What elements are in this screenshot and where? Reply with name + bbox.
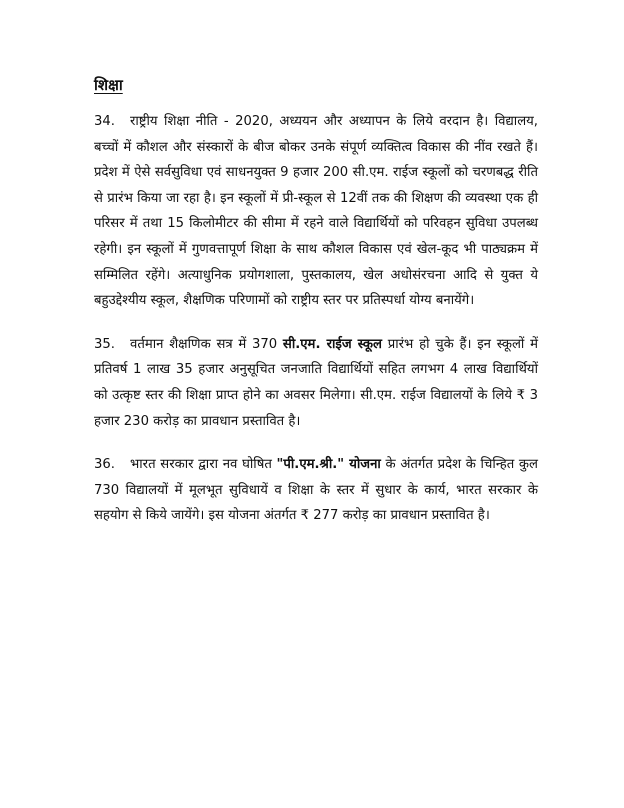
paragraph-text-before: भारत सरकार द्वारा नव घोषित [130, 457, 277, 473]
paragraph-36 [94, 452, 538, 529]
paragraph-number: 36. [94, 457, 115, 473]
paragraph-text: राष्ट्रीय शिक्षा नीति - 2020, अध्ययन और अध्यापन के लिये वरदान है। विद्यालय, बच्चों में कौशल और संस्कारों के बीज बोकर उनके संपूर्ण व्यक्तित्व विकास की नींव रखते हैं। प्रदेश में ऐसे सर्वसुविधा एवं साधनयुक्त 9 हजार 200 सी.एम. राईज स्कूलों को चरणबद्ध रीति से प्रारंभ किया जा रहा है। इन स्कूलों में प्री-स्कूल से 12वीं तक की शिक्षण की व्यवस्था एक ही परिसर में तथा 15 किलोमीटर की सीमा में रहने वाले विद्यार्थियों को परिवहन सुविधा उपलब्ध रहेगी। इन स्कूलों में गुणवत्तापूर्ण शिक्षा के साथ कौशल विकास एवं खेल-कूद भी पाठ्यक्रम में सम्मिलित रहेंगे। अत्याधुनिक प्रयोगशाला, पुस्तकालय, खेल अधोसंरचना आदि से युक्त ये बहुउद्देश्यीय स्कूल, शैक्षणिक परिणामों को राष्ट्रीय स्तर पर प्रतिस्पर्धा योग्य बनायेंगे। [94, 114, 538, 309]
paragraph-number: 34. [94, 114, 115, 129]
paragraph-34 [94, 109, 538, 314]
paragraph-text-before: वर्तमान शैक्षणिक सत्र में 370 [130, 336, 283, 352]
paragraph-35 [94, 332, 538, 434]
pm-shri-yojana-bold: "पी.एम.श्री." योजना [276, 457, 381, 473]
paragraph-number: 35. [94, 336, 115, 352]
cm-rise-school-bold: सी.एम. राईज स्कूल [282, 336, 382, 352]
section-heading: शिक्षा [94, 76, 123, 94]
paragraph-text-after: के अंतर्गत प्रदेश के चिन्हित कुल 730 विद्यालयों में मूलभूत सुविधायें व शिक्षा के स्तर में सुधार के कार्य, भारत सरकार के सहयोग से किये जायेंगे। इस योजना अंतर्गत ₹ 277 करोड़ का प्रावधान प्रस्तावित है। [94, 457, 538, 524]
paragraph-text-after: प्रारंभ हो चुके हैं। इन स्कूलों में प्रतिवर्ष 1 लाख 35 हजार अनुसूचित जनजाति विद्यार्थियों सहित लगभग 4 लाख विद्यार्थियों को उत्कृष्ट स्तर की शिक्षा प्राप्त होने का अवसर मिलेगा। सी.एम. राईज विद्यालयों के लिये ₹ 3 हजार 230 करोड़ का प्रावधान प्रस्तावित है। [94, 336, 538, 429]
